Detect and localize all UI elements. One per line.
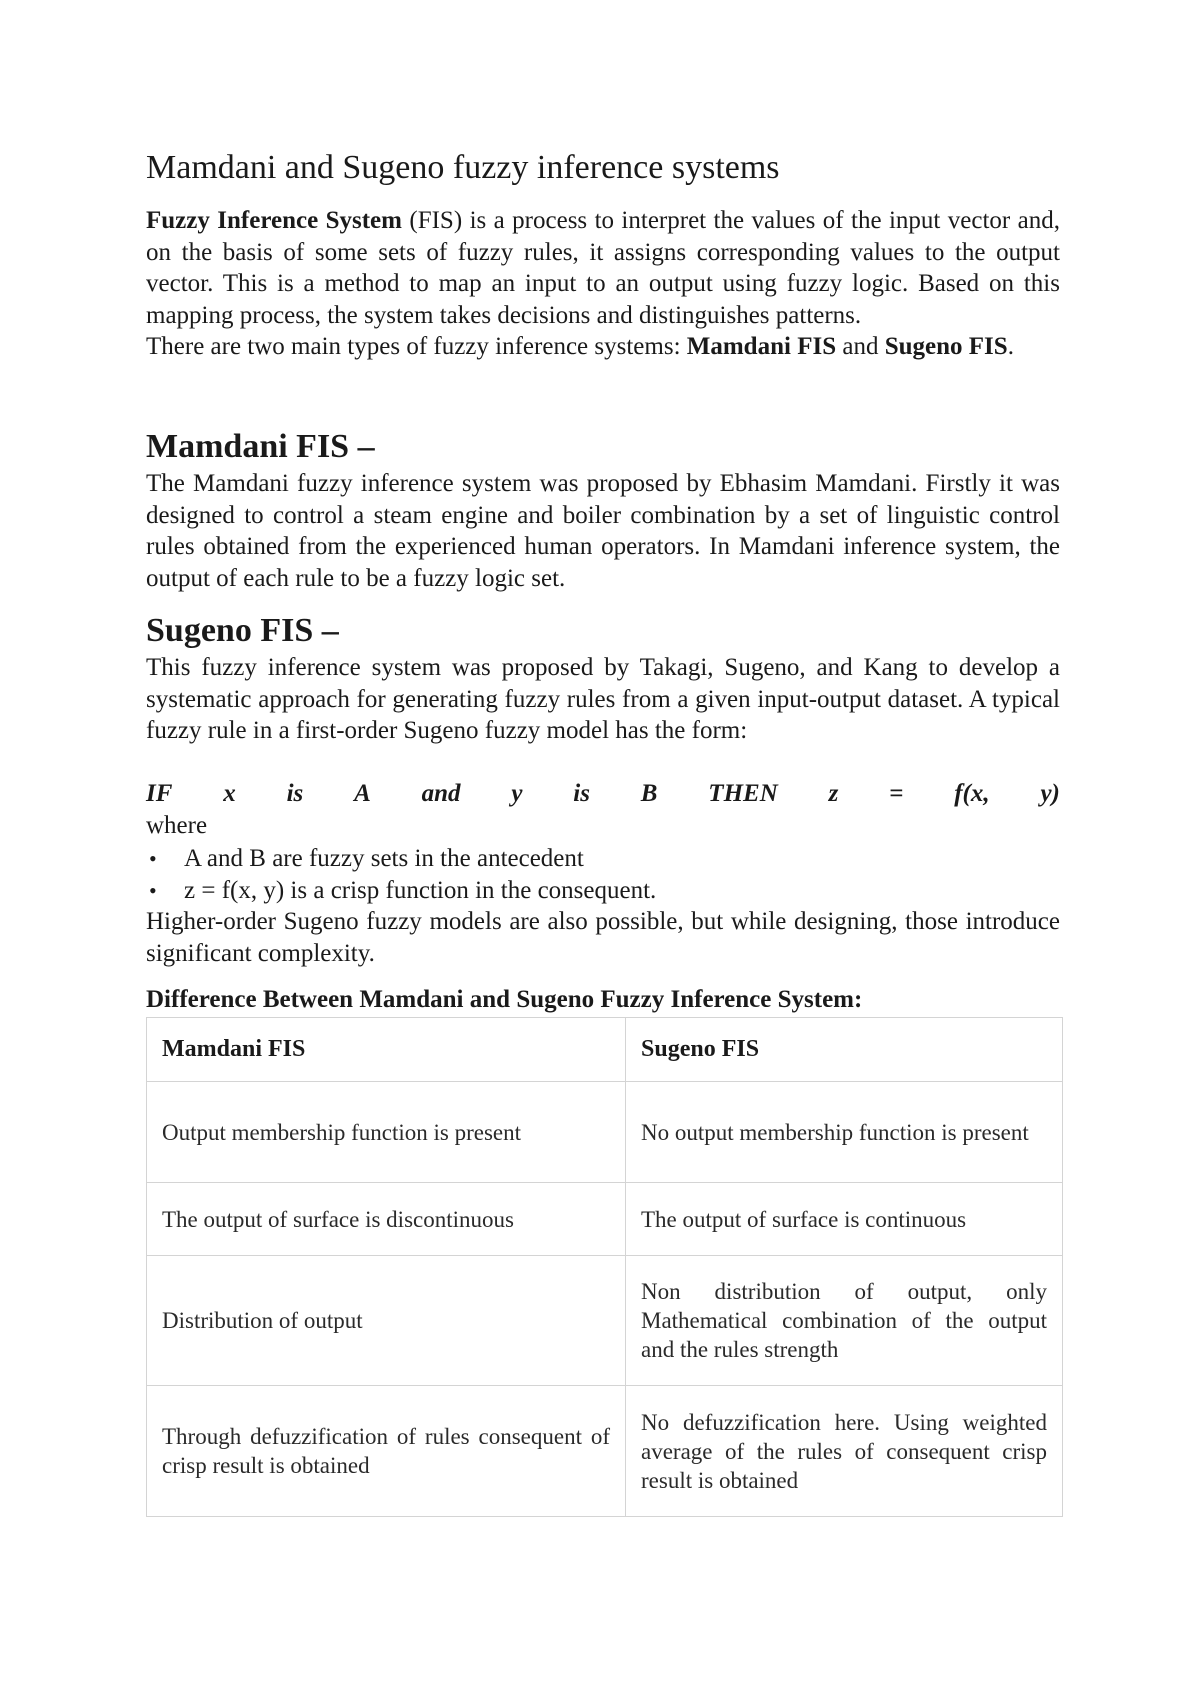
list-item	[146, 843, 656, 875]
rule-token: =	[889, 780, 904, 807]
rule-token: z	[828, 780, 839, 807]
table-cell: No defuzzification here. Using weighted average of the rules of consequent crisp result is obtained	[626, 1386, 1063, 1517]
fuzzy-rule-formula	[146, 778, 1060, 810]
table-cell: Non distribution of output, only Mathematical combination of the output and the rules strength	[626, 1256, 1063, 1386]
rule-token: x	[223, 780, 236, 807]
table-cell: Through defuzzification of rules consequent of crisp result is obtained	[147, 1386, 626, 1517]
intro-text: is a process to interpret the values of the input vector and, on the basis of some sets of fuzzy rules, it assigns corresponding values to the output vector. This is a method to map an input to an output using fuzzy logic. Based on this mapping process, the system takes decisions and distinguishes patterns.	[146, 207, 1060, 329]
list-item	[146, 875, 656, 907]
where-label: where	[146, 812, 208, 839]
table-cell: The output of surface is discontinuous	[147, 1183, 626, 1256]
rule-token: B	[640, 780, 658, 807]
rule-token: is	[286, 780, 304, 807]
mamdani-paragraph: The Mamdani fuzzy inference system was proposed by Ebhasim Mamdani. Firstly it was designed to control a steam engine and boiler combination by a set of linguistic control rules obtained from the experienced human operators. In Mamdani inference system, the output of each rule to be a fuzzy logic set.	[146, 470, 1060, 592]
table-header-row	[147, 1018, 1063, 1082]
table-row	[147, 1082, 1063, 1183]
table-cell: Output membership function is present	[147, 1082, 626, 1183]
sugeno-paragraph: This fuzzy inference system was proposed by Takagi, Sugeno, and Kang to develop a systematic approach for generating fuzzy rules from a given input-output dataset. A typical fuzzy rule in a first-order Sugeno fuzzy model has the form:	[146, 654, 1060, 745]
list-item-text: z = f(x, y) is a crisp function in the consequent.	[184, 876, 657, 904]
rule-token: A	[354, 780, 371, 807]
document-title: Mamdani and Sugeno fuzzy inference systems	[146, 149, 780, 186]
column-header: Sugeno FIS	[626, 1018, 1063, 1082]
table-cell: Distribution of output	[147, 1256, 626, 1386]
types-end: .	[1007, 333, 1014, 361]
comparison-table	[146, 1017, 1063, 1517]
column-header: Mamdani FIS	[147, 1018, 626, 1082]
table-row	[147, 1183, 1063, 1256]
types-mamdani: Mamdani FIS	[686, 333, 837, 361]
bullet-icon: •	[149, 846, 157, 871]
fis-term: Fuzzy Inference System	[146, 207, 402, 234]
types-and: and	[836, 333, 885, 361]
rule-token: IF	[146, 780, 173, 807]
types-lead: There are two main types of fuzzy inference systems:	[146, 333, 687, 361]
table-row	[147, 1386, 1063, 1517]
table-cell: The output of surface is continuous	[626, 1183, 1063, 1256]
sugeno-heading: Sugeno FIS –	[146, 612, 339, 649]
table-caption: Difference Between Mamdani and Sugeno Fuzzy Inference System:	[146, 986, 863, 1013]
list-item-text: A and B are fuzzy sets in the antecedent	[184, 845, 584, 872]
rule-token: is	[573, 780, 590, 807]
table-cell: No output membership function is present	[626, 1082, 1063, 1183]
higher-order-paragraph: Higher-order Sugeno fuzzy models are also possible, but while designing, those introduce significant complexity.	[146, 908, 1060, 967]
fis-abbreviation: (FIS)	[401, 207, 463, 234]
mamdani-heading: Mamdani FIS –	[146, 428, 375, 465]
bullet-icon: •	[149, 877, 157, 903]
types-sugeno: Sugeno FIS	[884, 333, 1008, 361]
rule-token: THEN	[708, 780, 778, 807]
rule-token: and	[421, 780, 461, 807]
rule-token: f(x,	[954, 780, 990, 807]
intro-paragraph	[146, 205, 1060, 363]
rule-token: y	[511, 780, 523, 807]
table-row	[147, 1256, 1063, 1386]
bullet-list	[146, 843, 656, 906]
rule-token: y)	[1040, 780, 1060, 807]
